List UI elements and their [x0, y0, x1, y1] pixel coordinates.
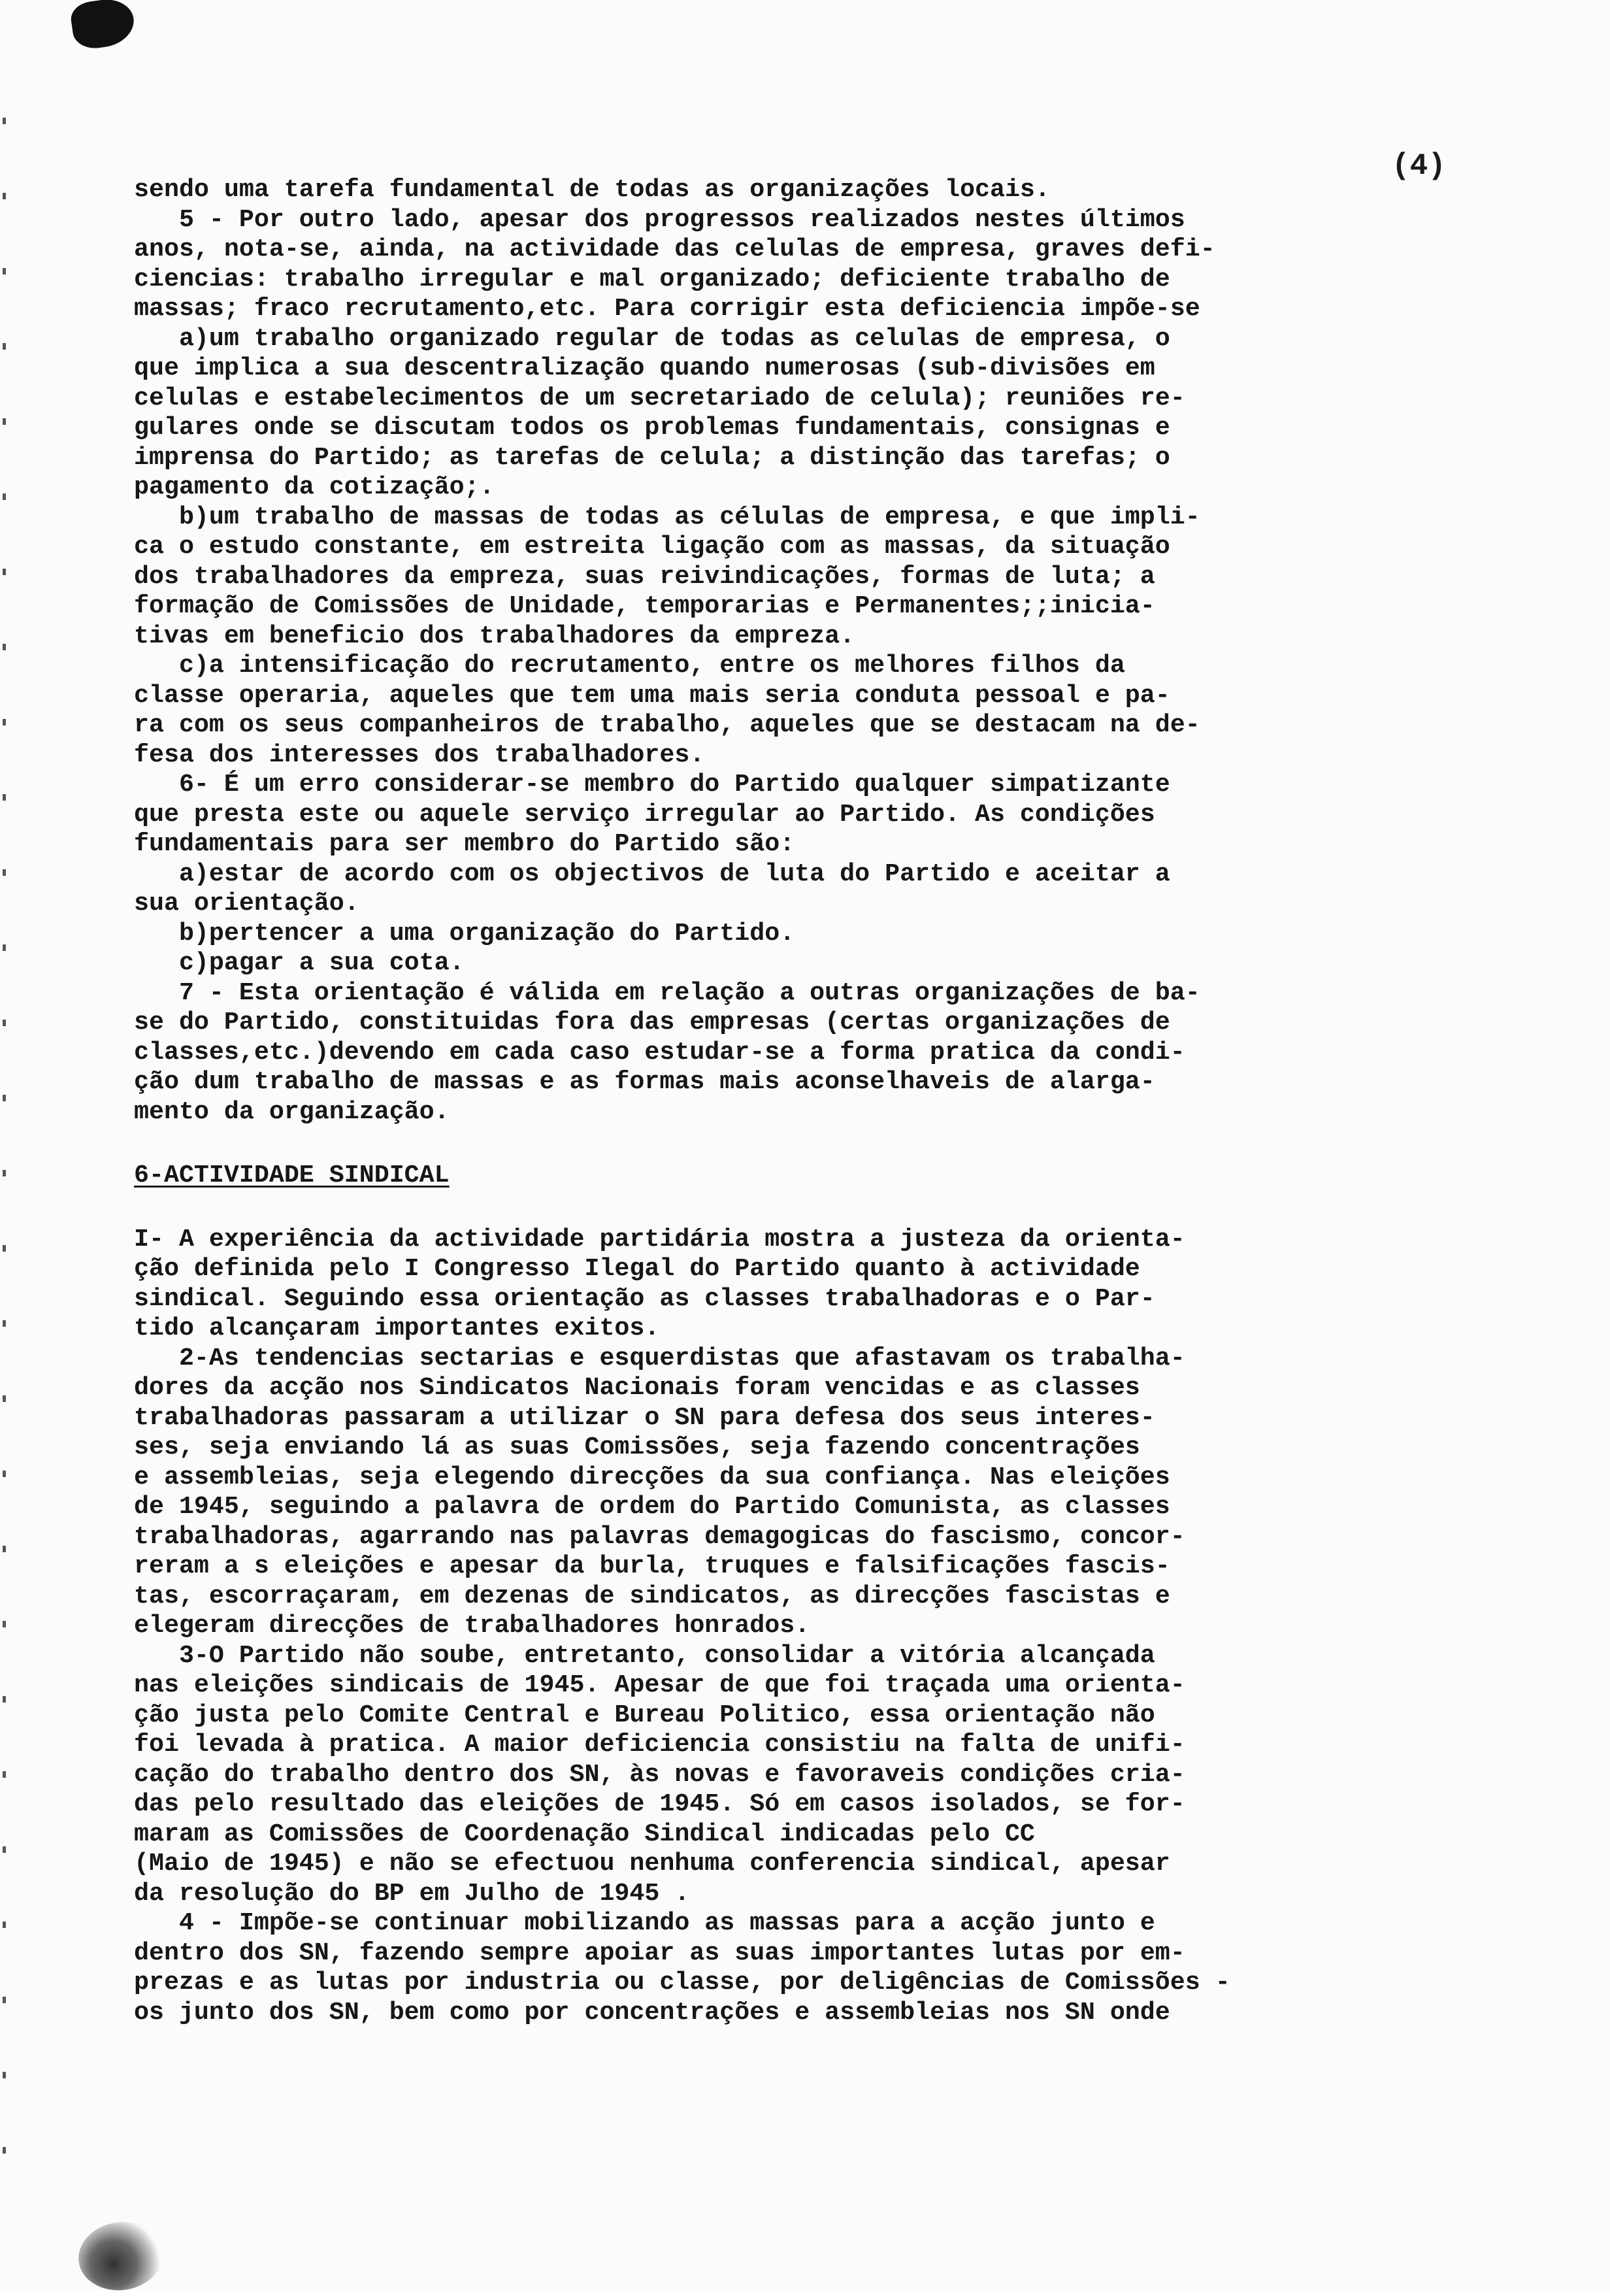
text-line: da resolução do BP em Julho de 1945 . [134, 1878, 690, 1908]
typed-text-body [134, 175, 1493, 2027]
text-line: que implica a sua descentralização quando numerosas (sub-divisões em [134, 354, 1155, 382]
text-line: das pelo resultado das eleições de 1945. Só em casos isolados, se for- [134, 1789, 1185, 1818]
text-line: classe operaria, aqueles que tem uma mais seria conduta pessoal e pa- [134, 680, 1170, 710]
text-line: celulas e estabelecimentos de um secretariado de celula); reuniões re- [134, 383, 1185, 412]
text-line: ses, seja enviando lá as suas Comissões, seja fazendo concentrações [134, 1433, 1140, 1461]
text-line: 3-O Partido não soube, entretanto, consolidar a vitória alcançada [134, 1640, 1155, 1670]
text-line: pagamento da cotização;. [134, 473, 495, 501]
text-line: massas; fraco recrutamento,etc. Para corrigir esta deficiencia impõe-se [134, 294, 1200, 323]
margin-tick [3, 944, 6, 951]
text-line: 5 - Por outro lado, apesar dos progressos realizados nestes últimos [134, 205, 1185, 234]
margin-tick [3, 719, 6, 725]
margin-tick [3, 1095, 6, 1101]
text-line: cação do trabalho dentro dos SN, às novas e favoraveis condições cria- [134, 1759, 1185, 1789]
margin-tick [3, 1320, 6, 1327]
paragraphs-after-heading [134, 1225, 1493, 2028]
text-line: elegeram direcções de trabalhadores honrados. [134, 1611, 810, 1640]
text-line: c)a intensificação do recrutamento, entre os melhores filhos da [134, 651, 1125, 680]
ink-blot-top [69, 0, 137, 51]
text-line: a)um trabalho organizado regular de todas as celulas de empresa, o [134, 324, 1170, 353]
margin-tick [3, 1922, 6, 1928]
text-line: 7 - Esta orientação é válida em relação a outras organizações de ba- [134, 978, 1200, 1007]
text-line: de 1945, seguindo a palavra de ordem do Partido Comunista, as classes [134, 1492, 1170, 1521]
text-line: fundamentais para ser membro do Partido são: [134, 829, 795, 858]
margin-tick [3, 193, 6, 199]
text-line: mento da organização. [134, 1097, 450, 1126]
text-line: sendo uma tarefa fundamental de todas as organizações locais. [134, 175, 1050, 204]
margin-tick [3, 1020, 6, 1026]
text-line: anos, nota-se, ainda, na actividade das celulas de empresa, graves defi- [134, 235, 1215, 263]
text-line: ção definida pelo I Congresso Ilegal do Partido quanto à actividade [134, 1254, 1140, 1283]
margin-tick [3, 869, 6, 876]
text-line: que presta este ou aquele serviço irregular ao Partido. As condições [134, 799, 1155, 829]
text-line: trabalhadoras passaram a utilizar o SN para defesa dos seus interes- [134, 1403, 1155, 1432]
text-line: ca o estudo constante, em estreita ligação com as massas, da situação [134, 532, 1170, 561]
text-line: foi levada à pratica. A maior deficiencia consistiu na falta de unifi- [134, 1730, 1185, 1759]
text-line: sua orientação. [134, 889, 359, 918]
text-line: formação de Comissões de Unidade, temporarias e Permanentes;;inicia- [134, 591, 1155, 620]
text-line: reram a s eleições e apesar da burla, truques e falsificações fascis- [134, 1552, 1170, 1580]
text-line: ra com os seus companheiros de trabalho, aqueles que se destacam na de- [134, 710, 1200, 739]
text-line: e assembleias, seja elegendo direcções da sua confiança. Nas eleições [134, 1462, 1170, 1491]
text-line: 2-As tendencias sectarias e esquerdistas que afastavam os trabalha- [134, 1343, 1185, 1373]
text-line: tido alcançaram importantes exitos. [134, 1314, 660, 1342]
text-line: dos trabalhadores da empreza, suas reivindicações, formas de luta; a [134, 561, 1155, 591]
margin-tick [3, 2147, 6, 2154]
text-line: b)um trabalho de massas de todas as células de empresa, e que impli- [134, 502, 1200, 531]
text-line: b)pertencer a uma organização do Partido. [134, 918, 795, 948]
text-line: ção dum trabalho de massas e as formas mais aconselhaveis de alarga- [134, 1067, 1155, 1096]
text-line: imprensa do Partido; as tarefas de celula; a distinção das tarefas; o [134, 442, 1170, 472]
margin-tick [3, 1546, 6, 1552]
margin-tick [3, 1621, 6, 1627]
text-line: tivas em beneficio dos trabalhadores da empreza. [134, 621, 855, 650]
text-line: fesa dos interesses dos trabalhadores. [134, 740, 705, 769]
ink-blot-bottom [74, 2216, 167, 2295]
page-number: (4) [1392, 149, 1446, 183]
text-line: ciencias: trabalho irregular e mal organizado; deficiente trabalho de [134, 264, 1170, 293]
text-line: classes,etc.)devendo em cada caso estudar-se a forma pratica da condi- [134, 1037, 1185, 1067]
text-line: ção justa pelo Comite Central e Bureau Politico, essa orientação não [134, 1700, 1155, 1729]
punch-hole-marks [3, 118, 8, 2209]
text-line: 4 - Impõe-se continuar mobilizando as massas para a acção junto e [134, 1908, 1155, 1937]
text-line: trabalhadoras, agarrando nas palavras demagogicas do fascismo, concor- [134, 1522, 1185, 1551]
text-line: prezas e as lutas por industria ou classe, por deligências de Comissões - [134, 1968, 1230, 1997]
margin-tick [3, 418, 6, 425]
margin-tick [3, 1245, 6, 1252]
text-line: tas, escorraçaram, em dezenas de sindicatos, as direcções fascistas e [134, 1581, 1170, 1610]
margin-tick [3, 1696, 6, 1703]
margin-tick [3, 1997, 6, 2003]
text-line: 6- É um erro considerar-se membro do Partido qualquer simpatizante [134, 770, 1170, 799]
paragraphs-before-heading [134, 175, 1493, 1127]
text-line: dores da acção nos Sindicatos Nacionais foram vencidas e as classes [134, 1373, 1140, 1402]
margin-tick [3, 1771, 6, 1778]
text-line: dentro dos SN, fazendo sempre apoiar as suas importantes lutas por em- [134, 1938, 1185, 1967]
text-line: a)estar de acordo com os objectivos de luta do Partido e aceitar a [134, 859, 1170, 888]
text-line: sindical. Seguindo essa orientação as classes trabalhadoras e o Par- [134, 1284, 1155, 1313]
margin-tick [3, 118, 6, 124]
text-line: maram as Comissões de Coordenação Sindical indicadas pelo CC [134, 1819, 1035, 1848]
margin-tick [3, 2072, 6, 2078]
margin-tick [3, 268, 6, 275]
text-line: se do Partido, constituidas fora das empresas (certas organizações de [134, 1008, 1170, 1037]
text-line: I- A experiência da actividade partidária mostra a justeza da orienta- [134, 1224, 1185, 1254]
margin-tick [3, 1395, 6, 1402]
margin-tick [3, 644, 6, 650]
margin-tick [3, 343, 6, 350]
text-line: c)pagar a sua cota. [134, 948, 465, 977]
margin-tick [3, 794, 6, 801]
margin-tick [3, 1170, 6, 1176]
text-line: os junto dos SN, bem como por concentrações e assembleias nos SN onde [134, 1997, 1170, 2027]
margin-tick [3, 569, 6, 575]
text-line: nas eleições sindicais de 1945. Apesar de que foi traçada uma orienta- [134, 1671, 1185, 1699]
text-line: (Maio de 1945) e não se efectuou nenhuma conferencia sindical, apesar [134, 1849, 1170, 1878]
margin-tick [3, 1471, 6, 1477]
margin-tick [3, 1846, 6, 1853]
section-heading: 6-ACTIVIDADE SINDICAL [134, 1161, 450, 1190]
margin-tick [3, 493, 6, 500]
text-line: gulares onde se discutam todos os problemas fundamentais, consignas e [134, 413, 1170, 442]
